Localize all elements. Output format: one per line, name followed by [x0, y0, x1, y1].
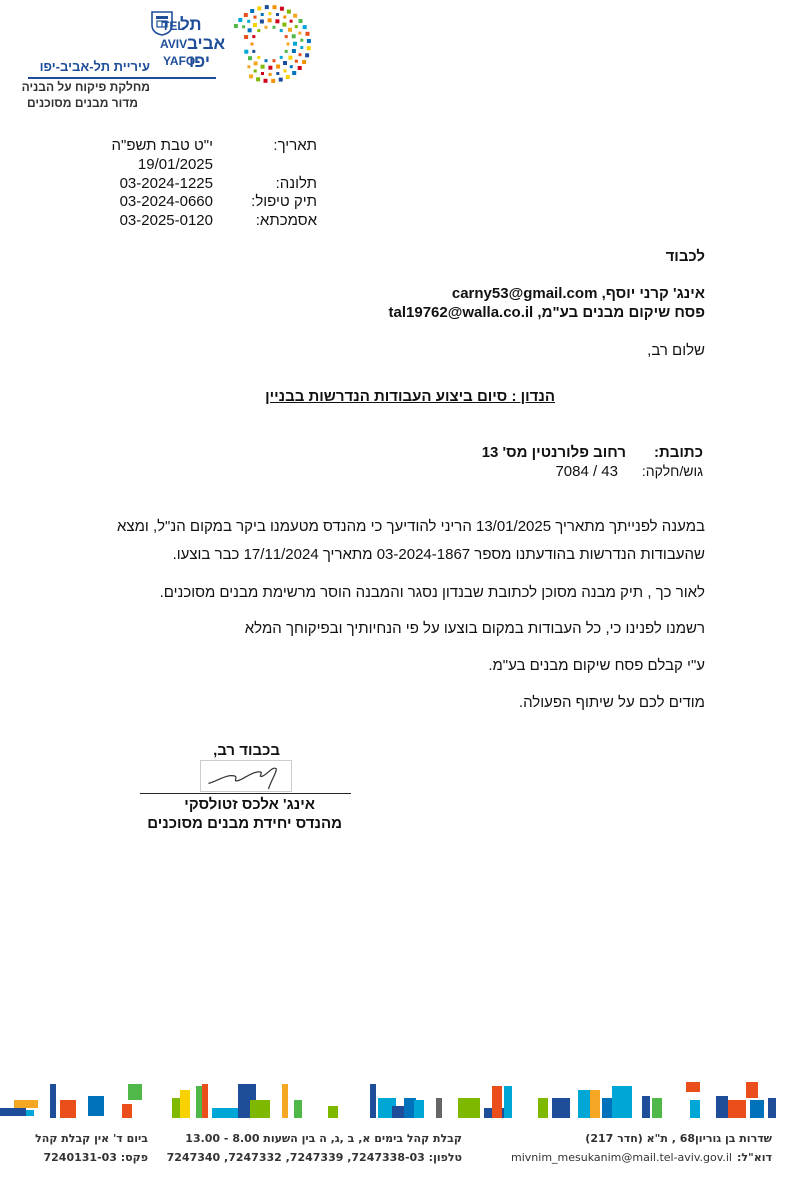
logo-burst-square [300, 46, 303, 49]
footer-block [88, 1096, 104, 1116]
logo-burst-square [290, 20, 293, 23]
footer-block [172, 1098, 180, 1118]
footer-decorative-graphic [0, 1078, 800, 1120]
logo-burst-square [269, 73, 272, 76]
footer-block [768, 1098, 776, 1118]
logo-burst-square [276, 65, 280, 69]
footer-email: mivnim_mesukanim@mail.tel-aviv.gov.il [511, 1151, 732, 1164]
address-value: רחוב פלורנטין מס' 13 [481, 444, 626, 461]
footer-block [602, 1098, 612, 1118]
footer-block [0, 1108, 26, 1116]
file-number: 03-2024-0660 [119, 193, 213, 210]
body-paragraph-1-line-1: במענה לפנייתך מתאריך 13/01/2025 הריני להודיעך כי מהנדס מטעמנו ביקר במקום הנ"ל, ומצא [116, 518, 705, 535]
date-hebrew: י"ט טבת תשפ"ה [111, 137, 213, 154]
logo-burst-square [283, 16, 286, 19]
logo-burst-square [247, 65, 250, 68]
logo-burst-square [285, 35, 288, 38]
greeting: שלום רב, [647, 342, 705, 359]
footer-block [746, 1082, 758, 1098]
logo-burst-square [286, 75, 290, 79]
logo-burst-square [293, 14, 297, 18]
logo-burst-square [273, 59, 276, 62]
footer-block [202, 1084, 208, 1118]
logo-burst-square [290, 65, 293, 68]
municipality-logo-graphic [210, 2, 322, 94]
footer-address: שדרות בן גוריון68 , ת"א (חדר 217) [585, 1132, 772, 1145]
logo-burst-square [292, 71, 296, 75]
logo-burst-square [279, 78, 283, 82]
logo-burst-square [300, 39, 303, 42]
logo-burst-square [253, 23, 257, 27]
footer-block [60, 1100, 76, 1118]
footer-block [26, 1110, 34, 1116]
footer-block [128, 1084, 142, 1100]
logo-burst-square [248, 28, 252, 32]
logo-burst-square [302, 60, 306, 64]
logo-burst-square [257, 29, 260, 32]
footer-phones: טלפון: 7247338-03, 7247339, 7247332, 7247340 [166, 1151, 462, 1164]
logo-burst-square [244, 13, 248, 17]
logo-burst-square [288, 56, 292, 60]
footer-block [728, 1100, 746, 1118]
department-name: מחלקת פיקוח על הבניה [21, 80, 150, 94]
logo-text-tel-en: TEL [162, 19, 185, 33]
file-label: תיק טיפול: [251, 193, 317, 210]
subject-line: הנדון : סיום ביצוע העבודות הנדרשות בבניין [265, 388, 555, 405]
body-paragraph-4: ע"י קבלם פסח שיקום מבנים בע"מ. [488, 657, 705, 674]
footer-reception-hours: קבלת קהל בימים א, ב ,ג, ה בין השעות 8.00 - 13.00 [185, 1132, 462, 1145]
logo-burst-square [265, 5, 269, 9]
logo-burst-square [254, 61, 258, 65]
footer-block [642, 1096, 650, 1118]
footer-block [414, 1100, 424, 1118]
logo-burst-square [273, 5, 277, 9]
logo-burst-square [247, 20, 250, 23]
footer-fax: פקס: 7240131-03 [43, 1151, 148, 1164]
logo-burst-square [265, 59, 268, 62]
logo-burst-square [256, 77, 260, 81]
footer-block [552, 1098, 570, 1118]
date-label: תאריך: [273, 137, 317, 154]
footer-block [436, 1098, 442, 1118]
date-gregorian: 19/01/2025 [137, 156, 213, 173]
logo-burst-square [268, 66, 272, 70]
logo-burst-square [248, 56, 252, 60]
logo-burst-square [261, 65, 265, 69]
footer-block [250, 1100, 270, 1118]
logo-burst-square [299, 19, 303, 23]
logo-burst-square [264, 79, 268, 83]
logo-burst-square [285, 50, 288, 53]
complaint-number: 03-2024-1225 [119, 175, 213, 192]
footer-block [180, 1090, 190, 1118]
footer-block [690, 1100, 700, 1118]
logo-burst-square [292, 34, 296, 38]
footer-block [370, 1084, 376, 1118]
logo-burst-square [307, 46, 311, 50]
footer-block [652, 1098, 662, 1118]
logo-text-aviv-en: AVIV [160, 37, 188, 51]
logo-burst-square [298, 66, 302, 70]
logo-burst-square [280, 56, 283, 59]
footer-block [392, 1106, 404, 1118]
logo-burst-square [249, 74, 253, 78]
logo-burst-square [252, 50, 255, 53]
footer-block [716, 1096, 728, 1118]
logo-burst-square [307, 39, 311, 43]
logo-burst-square [257, 56, 260, 59]
footer-block [612, 1086, 632, 1118]
logo-burst-square [251, 43, 254, 46]
logo-burst-square [295, 25, 298, 28]
logo-burst-square [250, 9, 254, 13]
logo-burst-square [254, 16, 257, 19]
footer-block [750, 1100, 764, 1118]
signature-closing: בכבוד רב, [213, 742, 280, 759]
logo-burst-square [287, 10, 291, 14]
logo-burst-square [234, 24, 238, 28]
footer-block [492, 1086, 502, 1118]
footer-block [14, 1100, 38, 1108]
logo-burst-square [280, 29, 283, 32]
logo-burst-square [238, 18, 242, 22]
logo-burst-square [298, 32, 301, 35]
address-label: כתובת: [654, 444, 703, 461]
logo-burst-square [257, 6, 261, 10]
recipient-honor: לכבוד [665, 248, 705, 265]
logo-text-aviv-he: אביב [187, 34, 226, 53]
body-paragraph-3: רשמנו לפנינו כי, כל העבודות במקום בוצעו על פי הנחיותיך ובפיקוחך המלא [244, 620, 705, 637]
body-paragraph-5: מודים לכם על שיתוף הפעולה. [518, 694, 705, 711]
unit-name: מדור מבנים מסוכנים [26, 96, 138, 110]
body-paragraph-2: לאור כך , תיק מבנה מסוכן לכתובת שבנדון נסגר והמבנה הוסר מרשימת מבנים מסוכנים. [159, 584, 705, 601]
logo-burst-square [306, 32, 310, 36]
logo-burst-square [288, 28, 292, 32]
logo-burst-square [283, 61, 287, 65]
footer-block [50, 1084, 56, 1118]
footer-block [212, 1108, 238, 1118]
logo-burst-square [260, 20, 264, 24]
logo-burst-square [276, 72, 279, 75]
handwritten-signature [200, 760, 292, 792]
recipient-line-1: אינג' קרני יוסף, carny53@gmail.com [451, 285, 705, 302]
signature-line [140, 793, 351, 794]
logo-text-tel-he: תל [180, 15, 202, 34]
logo-burst-square [305, 53, 309, 57]
signer-title: מהנדס יחידת מבנים מסוכנים [147, 815, 342, 832]
logo-burst-square [275, 19, 279, 23]
footer-block [538, 1098, 548, 1118]
footer-block [328, 1106, 338, 1118]
logo-burst-square [268, 18, 272, 22]
logo-burst-square [282, 23, 286, 27]
footer-block [282, 1084, 288, 1118]
reference-number: 03-2025-0120 [119, 212, 213, 229]
logo-text-yafo-en: YAFO [163, 54, 196, 68]
logo-burst-square [252, 35, 255, 38]
footer-block [686, 1082, 700, 1092]
logo-burst-square [299, 53, 302, 56]
header-divider [28, 77, 216, 79]
footer-block [122, 1104, 132, 1118]
reference-label: אסמכתא: [255, 212, 317, 229]
footer-block [294, 1100, 302, 1118]
logo-burst-square [268, 12, 271, 15]
logo-burst-square [293, 42, 297, 46]
logo-burst-square [265, 26, 268, 29]
logo-text-yafo-he: יפו [189, 52, 211, 71]
logo-burst-square [254, 70, 257, 73]
footer-block [504, 1086, 512, 1118]
logo-burst-square [276, 13, 279, 16]
logo-burst-square [273, 26, 276, 29]
footer-no-reception: ביום ד' אין קבלת קהל [35, 1132, 148, 1145]
logo-burst-square [295, 60, 298, 63]
logo-burst-square [292, 49, 296, 53]
footer-block [458, 1098, 480, 1118]
logo-burst-square [261, 13, 264, 16]
logo-burst-square [244, 35, 248, 39]
parcel-value: 7084 / 43 [555, 463, 618, 480]
municipality-name: עיריית תל-אביב-יפו [39, 59, 150, 74]
logo-burst-square [284, 69, 287, 72]
logo-burst-square [261, 72, 264, 75]
footer-email-label: דוא"ל: [736, 1151, 772, 1164]
footer-block [590, 1090, 600, 1118]
signer-name: אינג' אלכס זטולסקי [184, 796, 315, 813]
logo-burst-square [287, 43, 290, 46]
parcel-label: גוש/חלקה: [641, 463, 703, 479]
logo-burst-square [242, 25, 245, 28]
logo-burst-square [244, 50, 248, 54]
body-paragraph-1-line-2: שהעבודות הנדרשות בהודעתנו מספר 03-2024-1867 מתאריך 17/11/2024 כבר בוצעו. [172, 546, 705, 563]
complaint-label: תלונה: [275, 175, 317, 192]
logo-burst-square [280, 7, 284, 11]
recipient-line-2: פסח שיקום מבנים בע"מ, tal19762@walla.co.il [388, 304, 705, 321]
logo-burst-square [271, 79, 275, 83]
logo-burst-square [303, 25, 307, 29]
